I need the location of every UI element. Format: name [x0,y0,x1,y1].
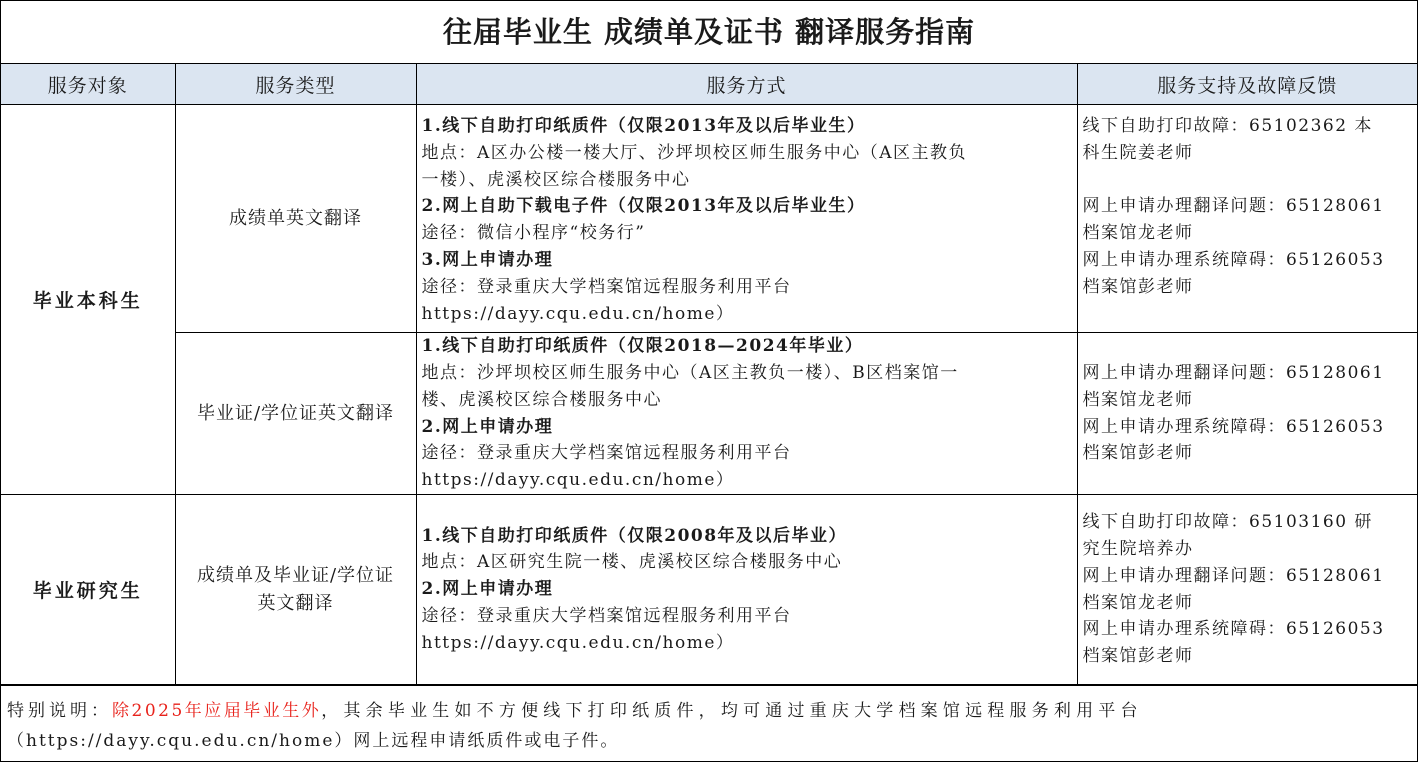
method-online-url[interactable]: https://dayy.cqu.edu.cn/home） [421,632,735,653]
method-undergrad-certificate [416,333,1077,495]
method-offline-title: 1.线下自助打印纸质件（仅限2013年及以后毕业生） [421,116,866,136]
support-system-contact-cont: 档案馆彭老师 [1082,276,1194,297]
service-table [1,64,1417,685]
target-graduate: 毕业研究生 [1,495,175,685]
table-row [1,495,1417,685]
method-offline-location: 地点：A区研究生院一楼、虎溪校区综合楼服务中心 [421,552,843,573]
support-translation-contact-cont: 档案馆龙老师 [1082,223,1194,244]
support-translation-contact: 网上申请办理翻译问题：65128061 [1082,565,1385,586]
method-online-url[interactable]: https://dayy.cqu.edu.cn/home） [421,303,735,324]
note-text: ，其余毕业生如不方便线下打印纸质件，均可通过重庆大学档案馆远程服务利用平台 [321,701,1143,721]
header-support: 服务支持及故障反馈 [1077,64,1417,105]
method-offline-title: 1.线下自助打印纸质件（仅限2008年及以后毕业） [421,525,848,546]
method-online-title: 3.网上申请办理 [421,249,554,270]
method-offline-location: 地点：A区办公楼一楼大厅、沙坪坝校区师生服务中心（A区主教负 [421,142,968,163]
special-note [1,685,1417,756]
method-offline-location-cont: 楼、虎溪校区综合楼服务中心 [421,389,662,410]
method-offline-location-cont: 一楼）、虎溪校区综合楼服务中心 [421,169,691,190]
method-online-way: 途径：登录重庆大学档案馆远程服务利用平台 [421,605,792,626]
method-online-title: 2.网上申请办理 [421,416,554,437]
table-header-row [1,64,1417,105]
method-online-way: 途径：登录重庆大学档案馆远程服务利用平台 [421,443,792,464]
support-translation-contact-cont: 档案馆龙老师 [1082,592,1194,613]
method-undergrad-transcript [416,105,1077,333]
method-graduate [416,495,1077,685]
support-undergrad-transcript [1077,105,1417,333]
method-offline-location: 地点：沙坪坝校区师生服务中心（A区主教负一楼）、B区档案馆一 [421,362,959,383]
method-online-way: 途径：登录重庆大学档案馆远程服务利用平台 [421,276,792,297]
target-undergrad: 毕业本科生 [1,105,175,495]
table-row [1,333,1417,495]
support-offline-contact-cont: 科生院姜老师 [1082,142,1194,163]
note-line1 [7,696,1411,726]
support-system-contact-cont: 档案馆彭老师 [1082,443,1194,464]
header-method: 服务方式 [416,64,1077,105]
type-graduate-line2: 英文翻译 [257,592,334,614]
support-system-contact: 网上申请办理系统障碍：65126053 [1082,249,1385,270]
support-offline-contact: 线下自助打印故障：65103160 研 [1082,512,1373,533]
method-download-title: 2.网上自助下载电子件（仅限2013年及以后毕业生） [421,196,866,217]
note-label: 特别说明： [7,701,112,721]
support-translation-contact: 网上申请办理翻译问题：65128061 [1082,196,1385,217]
support-system-contact-cont: 档案馆彭老师 [1082,646,1194,667]
support-translation-contact: 网上申请办理翻译问题：65128061 [1082,362,1385,383]
type-undergrad-transcript: 成绩单英文翻译 [175,105,416,333]
header-target: 服务对象 [1,64,175,105]
header-type: 服务类型 [175,64,416,105]
support-undergrad-certificate [1077,333,1417,495]
page-title: 往届毕业生 成绩单及证书 翻译服务指南 [1,1,1417,64]
note-line2: （https://dayy.cqu.edu.cn/home）网上远程申请纸质件或电子件。 [7,731,620,751]
method-download-way: 途径：微信小程序“校务行” [421,223,646,244]
note-highlight: 除2025年应届毕业生外 [112,701,322,721]
table-row [1,105,1417,333]
type-graduate-line1: 成绩单及毕业证/学位证 [196,564,395,586]
support-graduate [1077,495,1417,685]
type-undergrad-certificate: 毕业证/学位证英文翻译 [175,333,416,495]
method-online-title: 2.网上申请办理 [421,579,554,600]
support-system-contact: 网上申请办理系统障碍：65126053 [1082,619,1385,640]
support-offline-contact-cont: 究生院培养办 [1082,538,1194,559]
support-system-contact: 网上申请办理系统障碍：65126053 [1082,416,1385,437]
support-translation-contact-cont: 档案馆龙老师 [1082,389,1194,410]
type-graduate [175,495,416,685]
support-offline-contact: 线下自助打印故障：65102362 本 [1082,116,1373,136]
method-online-url[interactable]: https://dayy.cqu.edu.cn/home） [421,470,735,491]
support-spacer [1083,167,1414,194]
method-offline-title: 1.线下自助打印纸质件（仅限2018—2024年毕业） [421,336,864,357]
